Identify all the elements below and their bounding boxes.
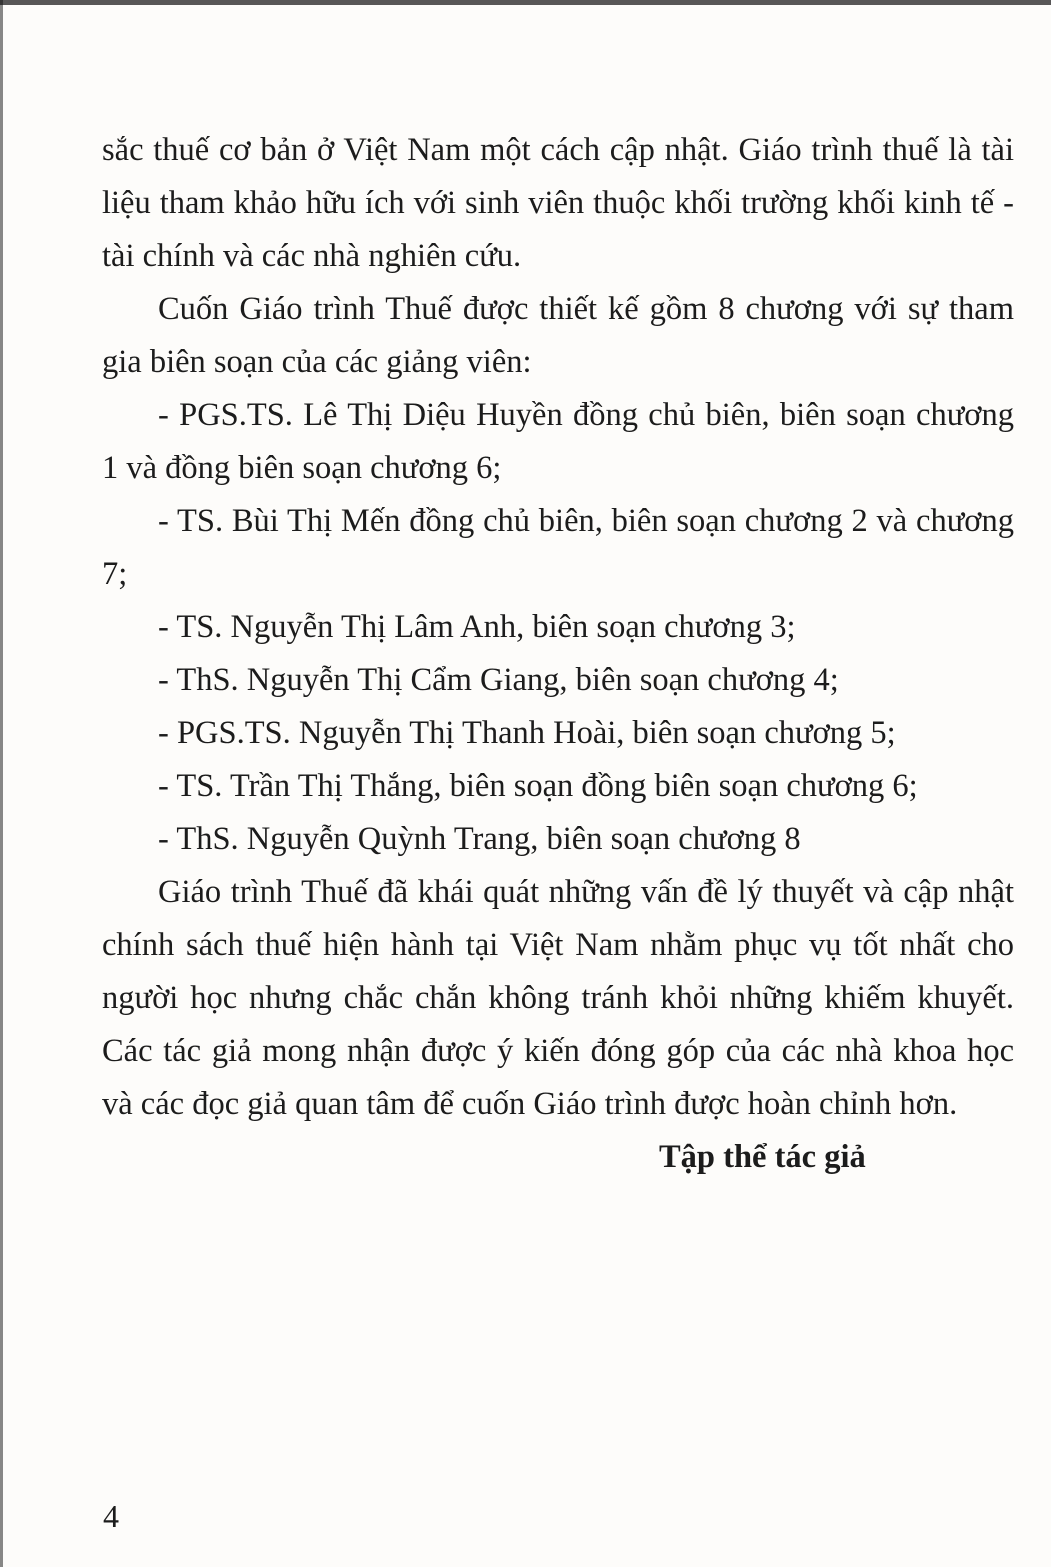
author-item-2: - TS. Bùi Thị Mến đồng chủ biên, biên soạn chương 2 và chương 7;: [102, 503, 1014, 592]
scan-left-edge: [0, 0, 3, 1567]
paragraph-closing: Giáo trình Thuế đã khái quát những vấn đề lý thuyết và cập nhật chính sách thuế hiện hành tại Việt Nam nhằm phục vụ tốt nhất cho người học nhưng chắc chắn không tránh khỏi những khiếm khuyết. Các tác giả mong nhận được ý kiến đóng góp của các nhà khoa học và các đọc giả quan tâm để cuốn Giáo trình được hoàn chỉnh hơn.: [102, 874, 1014, 1122]
paragraph-chapter-overview: Cuốn Giáo trình Thuế được thiết kế gồm 8 chương với sự tham gia biên soạn của các giảng viên:: [102, 291, 1014, 380]
author-item-4: - ThS. Nguyễn Thị Cẩm Giang, biên soạn chương 4;: [158, 662, 839, 698]
scan-top-edge: [0, 0, 1051, 5]
paragraph-continuation: sắc thuế cơ bản ở Việt Nam một cách cập nhật. Giáo trình thuế là tài liệu tham khảo hữu ích với sinh viên thuộc khối trường khối kinh tế - tài chính và các nhà nghiên cứu.: [102, 132, 1014, 274]
page-body: [102, 124, 1014, 1184]
page-number: 4: [103, 1498, 119, 1534]
author-item-5: - PGS.TS. Nguyễn Thị Thanh Hoài, biên soạn chương 5;: [158, 715, 896, 751]
author-item-1: - PGS.TS. Lê Thị Diệu Huyền đồng chủ biên, biên soạn chương 1 và đồng biên soạn chương 6;: [102, 397, 1014, 486]
author-item-3: - TS. Nguyễn Thị Lâm Anh, biên soạn chương 3;: [158, 609, 796, 645]
author-item-7: - ThS. Nguyễn Quỳnh Trang, biên soạn chương 8: [158, 821, 801, 857]
signature: Tập thể tác giả: [659, 1139, 866, 1175]
author-item-6: - TS. Trần Thị Thắng, biên soạn đồng biên soạn chương 6;: [158, 768, 918, 804]
